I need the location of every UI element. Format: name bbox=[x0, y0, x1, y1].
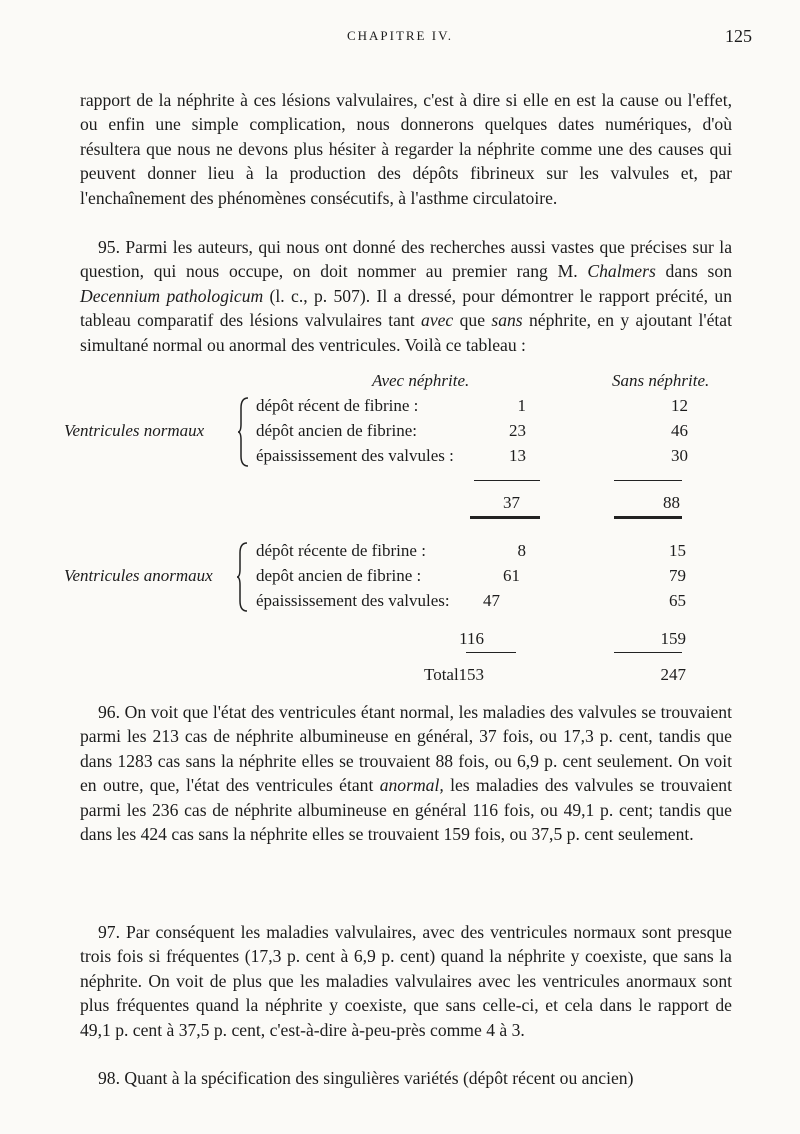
group-label-normal: Ventricules normaux bbox=[64, 421, 205, 440]
subtotal-normal-avec: 37 bbox=[503, 493, 520, 512]
paragraph-96: 96. On voit que l'état des ventricules étant normal, les maladies des valvules se trouvaient parmi les 213 cas de néphrite albumineuse en général, 37 fois, ou 17,3 p. cent, tandis que dans 1283 cas sans la néphrite elles se trouvaient 88 fois, ou 6,9 p. cent seulement. On voit en outre, que, l'état des ventricules étant anormal, les maladies des valvules se trouvaient parmi les 236 cas de néphrite albumineuse en général 116 fois, ou 49,1 p. cent; tandis que dans les 424 cas sans la néphrite elles se trouvaient 159 fois, ou 37,5 p. cent seulement. bbox=[80, 702, 732, 845]
value-normal-recent-avec: 1 bbox=[517, 396, 526, 415]
page-number: 125 bbox=[725, 26, 752, 46]
value-abnormal-epaiss-avec: 47 bbox=[483, 591, 500, 610]
running-head bbox=[0, 26, 800, 54]
value-normal-ancien-sans: 46 bbox=[671, 421, 688, 440]
subtotal-normal-sans: 88 bbox=[663, 493, 680, 512]
rule-abnormal-sans bbox=[614, 652, 682, 653]
paragraph-95: 95. Parmi les auteurs, qui nous ont donné des recherches aussi vastes que précises sur la question, qui nous occupe, on doit nommer au premier rang M. Chalmers dans son Decennium pathologicum (l. c., p. 507). Il a dressé, pour démontrer le rapport précité, un tableau comparatif des lésions valvulaires tant avec que sans néphrite, en y ajoutant l'état simultané normal ou anormal des ventricules. Voilà ce tableau : bbox=[80, 237, 732, 355]
value-abnormal-recent-sans: 15 bbox=[669, 541, 686, 560]
row-label-normal-recent: dépôt récent de fibrine : bbox=[256, 396, 419, 415]
total-label: Total bbox=[424, 665, 459, 684]
paragraph-intro: rapport de la néphrite à ces lésions valvulaires, c'est à dire si elle en est la cause ou l'effet, ou enfin une simple complication, nous donnerons quelques dates numériques, d'où résultera que nous ne devons plus hésiter à regarder la néphrite comme une des causes qui peuvent donner lieu à la production des dépôts fibrineux sur les valvules et, par l'enchaînement des phénomènes consécutifs, à l'asthme circulatoire. bbox=[80, 90, 732, 208]
subtotal-abnormal-avec: 116 bbox=[459, 629, 484, 648]
value-abnormal-epaiss-sans: 65 bbox=[669, 591, 686, 610]
author-name: Chalmers bbox=[587, 261, 656, 282]
value-normal-recent-sans: 12 bbox=[671, 396, 688, 415]
grand-total-avec: 153 bbox=[458, 665, 484, 684]
chapter-title: CHAPITRE IV. bbox=[346, 28, 454, 43]
value-normal-ancien-avec: 23 bbox=[509, 421, 526, 440]
rule-thick-avec bbox=[470, 516, 540, 519]
rule-thick-sans bbox=[614, 516, 682, 519]
rule-normal-avec bbox=[474, 480, 540, 481]
row-label-abnormal-ancien: depôt ancien de fibrine : bbox=[256, 566, 422, 585]
row-label-normal-ancien: dépôt ancien de fibrine: bbox=[256, 421, 417, 440]
rule-normal-sans bbox=[614, 480, 682, 481]
row-label-normal-epaiss: épaississement des valvules : bbox=[256, 446, 454, 465]
value-normal-epaiss-avec: 13 bbox=[509, 446, 526, 465]
rule-abnormal-avec bbox=[466, 652, 516, 653]
value-abnormal-ancien-sans: 79 bbox=[669, 566, 686, 585]
row-label-abnormal-epaiss: épaississement des valvules: bbox=[256, 591, 450, 610]
column-header-sans: Sans néphrite. bbox=[612, 371, 710, 390]
work-title: Decennium pathologicum bbox=[80, 285, 264, 306]
brace-normal bbox=[238, 396, 250, 468]
brace-abnormal bbox=[237, 541, 249, 613]
row-label-abnormal-recent: dépôt récente de fibrine : bbox=[256, 541, 426, 560]
paragraph-97: 97. Par conséquent les maladies valvulaires, avec des ventricules normaux sont presque trois fois si fréquentes (17,3 p. cent à 6,9 p. cent) quand la néphrite y coexiste, que sans la néphrite. On voit de plus que les maladies valvulaires avec les ventricules anormaux sont plus fréquentes quand la néphrite y coexiste, que sans celle-ci, et cela dans le rapport de 49,1 p. cent à 37,5 p. cent, c'est-à-dire à-peu-près comme 4 à 3. bbox=[80, 922, 732, 1040]
value-abnormal-recent-avec: 8 bbox=[517, 541, 526, 560]
grand-total-sans: 247 bbox=[660, 665, 686, 684]
subtotal-abnormal-sans: 159 bbox=[660, 629, 686, 648]
paragraph-98: 98. Quant à la spécification des singulières variétés (dépôt récent ou ancien) bbox=[98, 1068, 634, 1088]
column-header-avec: Avec néphrite. bbox=[372, 371, 470, 390]
value-normal-epaiss-sans: 30 bbox=[671, 446, 688, 465]
group-label-abnormal: Ventricules anormaux bbox=[64, 566, 213, 585]
value-abnormal-ancien-avec: 61 bbox=[503, 566, 520, 585]
